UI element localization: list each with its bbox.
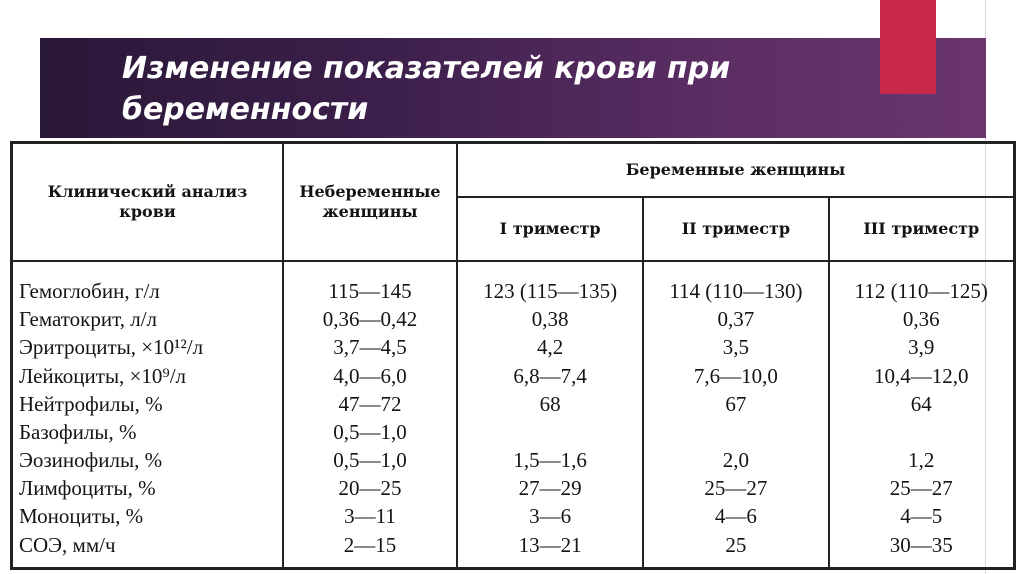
header-param: Клинический анализ крови	[12, 143, 284, 262]
blood-indices-table	[10, 141, 1016, 570]
row-trimester-2: 114 (110—130)	[643, 261, 828, 305]
row-trimester-3: 112 (110—125)	[829, 261, 1015, 305]
header-trimester-1: I триместр	[457, 197, 643, 261]
row-name: Эозинофилы, %	[12, 446, 284, 474]
table-row	[12, 333, 1015, 361]
row-trimester-3	[829, 418, 1015, 446]
row-trimester-1: 13—21	[457, 530, 643, 568]
row-non-pregnant: 3—11	[283, 502, 457, 530]
table-row	[12, 362, 1015, 390]
row-trimester-1	[457, 418, 643, 446]
table-row	[12, 502, 1015, 530]
row-trimester-3: 10,4—12,0	[829, 362, 1015, 390]
slide-title	[122, 48, 842, 130]
row-trimester-3: 3,9	[829, 333, 1015, 361]
row-trimester-2: 25—27	[643, 474, 828, 502]
table-row	[12, 530, 1015, 568]
row-trimester-1: 4,2	[457, 333, 643, 361]
row-non-pregnant: 3,7—4,5	[283, 333, 457, 361]
row-trimester-2: 2,0	[643, 446, 828, 474]
row-name: СОЭ, мм/ч	[12, 530, 284, 568]
row-trimester-3: 64	[829, 390, 1015, 418]
table-body	[12, 261, 1015, 569]
header-pregnant: Беременные женщины	[457, 143, 1015, 198]
row-trimester-3: 1,2	[829, 446, 1015, 474]
row-trimester-1: 1,5—1,6	[457, 446, 643, 474]
row-trimester-2: 3,5	[643, 333, 828, 361]
row-trimester-1: 68	[457, 390, 643, 418]
row-trimester-2: 4—6	[643, 502, 828, 530]
row-name: Лимфоциты, %	[12, 474, 284, 502]
slide-title-line2: беременности	[122, 92, 369, 127]
row-non-pregnant: 115—145	[283, 261, 457, 305]
slide-title-line1: Изменение показателей крови при	[122, 51, 731, 86]
row-trimester-1: 0,38	[457, 305, 643, 333]
row-trimester-2: 25	[643, 530, 828, 568]
row-trimester-1: 123 (115—135)	[457, 261, 643, 305]
row-name: Базофилы, %	[12, 418, 284, 446]
row-non-pregnant: 0,5—1,0	[283, 418, 457, 446]
row-name: Моноциты, %	[12, 502, 284, 530]
table-row	[12, 305, 1015, 333]
row-trimester-3: 25—27	[829, 474, 1015, 502]
row-trimester-1: 6,8—7,4	[457, 362, 643, 390]
row-trimester-1: 27—29	[457, 474, 643, 502]
table-row	[12, 446, 1015, 474]
row-trimester-1: 3—6	[457, 502, 643, 530]
header-trimester-2: II триместр	[643, 197, 828, 261]
row-non-pregnant: 2—15	[283, 530, 457, 568]
row-non-pregnant: 4,0—6,0	[283, 362, 457, 390]
row-trimester-2: 0,37	[643, 305, 828, 333]
row-non-pregnant: 47—72	[283, 390, 457, 418]
header-trimester-3: III триместр	[829, 197, 1015, 261]
header-non-pregnant: Небеременные женщины	[283, 143, 457, 262]
row-non-pregnant: 0,5—1,0	[283, 446, 457, 474]
row-trimester-3: 0,36	[829, 305, 1015, 333]
row-name: Эритроциты, ×10¹²/л	[12, 333, 284, 361]
row-name: Гемоглобин, г/л	[12, 261, 284, 305]
row-trimester-2: 67	[643, 390, 828, 418]
row-non-pregnant: 20—25	[283, 474, 457, 502]
row-trimester-2: 7,6—10,0	[643, 362, 828, 390]
accent-block	[880, 0, 936, 94]
row-non-pregnant: 0,36—0,42	[283, 305, 457, 333]
row-trimester-2	[643, 418, 828, 446]
row-name: Нейтрофилы, %	[12, 390, 284, 418]
row-name: Лейкоциты, ×10⁹/л	[12, 362, 284, 390]
row-trimester-3: 30—35	[829, 530, 1015, 568]
table-row	[12, 261, 1015, 305]
row-name: Гематокрит, л/л	[12, 305, 284, 333]
table-row	[12, 474, 1015, 502]
table-row	[12, 390, 1015, 418]
row-trimester-3: 4—5	[829, 502, 1015, 530]
table-row	[12, 418, 1015, 446]
